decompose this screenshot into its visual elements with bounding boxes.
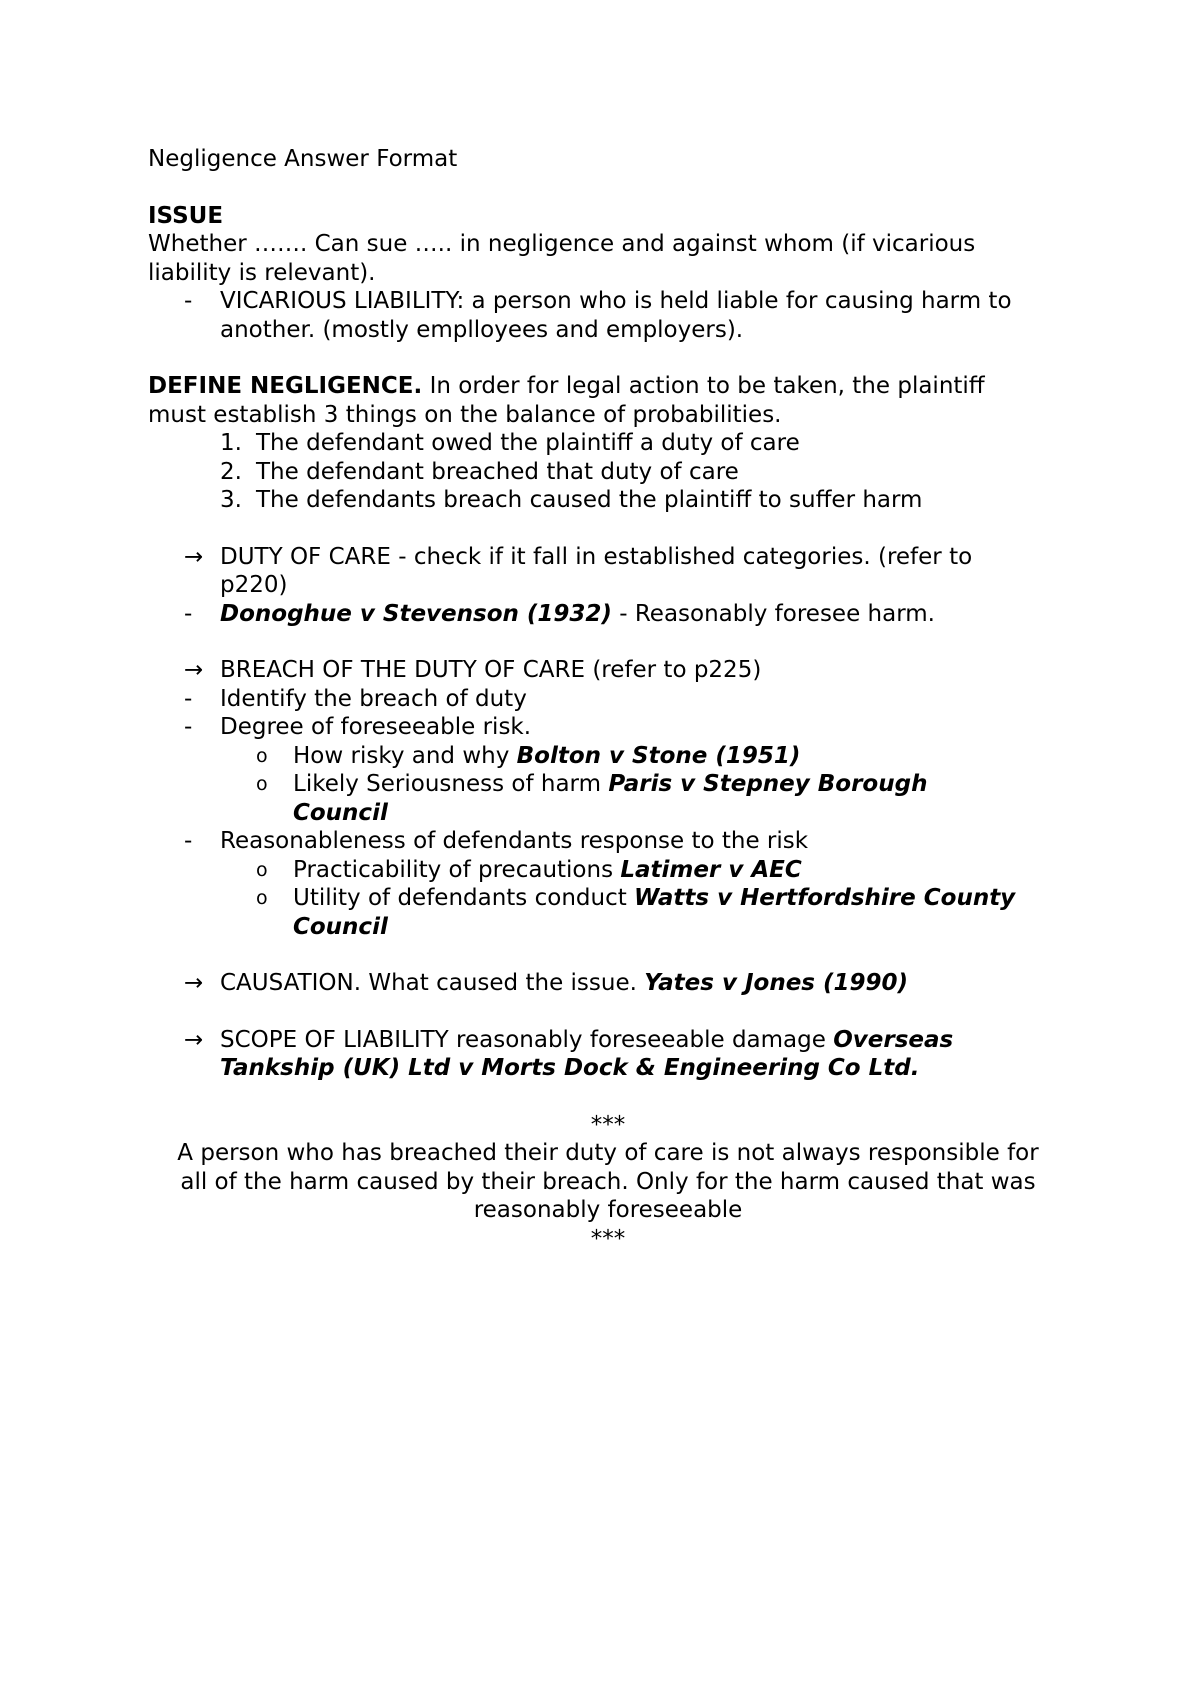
breach-heading: BREACH OF THE DUTY OF CARE (refer to p225) — [220, 657, 762, 683]
duty-heading-1: DUTY OF CARE - check if it fall in established categories. (refer to — [220, 543, 973, 570]
spacer — [148, 1083, 1068, 1111]
define-heading: DEFINE NEGLIGENCE. — [148, 373, 423, 399]
practicability-text: Practicability of precautions — [293, 856, 621, 883]
spacer — [148, 515, 1068, 543]
vicarious-line-1: VICARIOUS LIABILITY: a person who is held liable for causing harm to — [220, 288, 1012, 314]
reasonableness-text: Reasonableness of defendants response to the risk — [220, 828, 809, 854]
dash-bullet: - — [184, 288, 193, 314]
define-text-1: In order for legal action to be taken, the plaintiff — [422, 373, 985, 399]
arrow-icon: → — [184, 543, 204, 570]
note-line-2: all of the harm caused by their breach. Only for the harm caused that was — [180, 1168, 1036, 1195]
causation-item — [148, 969, 1068, 998]
note-line-1: A person who has breached their duty of care is not always responsible for — [177, 1140, 1039, 1166]
arrow-icon: → — [184, 970, 204, 996]
case-citation-cont: Council — [293, 913, 388, 940]
define-line-1 — [148, 372, 1068, 401]
causation-text: CAUSATION. What caused the issue. — [220, 970, 645, 996]
spacer — [148, 174, 1068, 202]
document-page — [148, 145, 1068, 1253]
risky-line — [293, 742, 1068, 771]
breach-item — [148, 656, 1068, 685]
duty-heading-2: p220) — [220, 572, 288, 598]
seriousness-line — [293, 770, 1068, 799]
case-citation: Latimer v AEC — [620, 856, 802, 883]
breach-degree-item — [148, 713, 1068, 742]
utility-item — [148, 884, 1068, 941]
case-citation: Paris v Stepney Borough — [608, 771, 928, 797]
list-item — [148, 429, 1068, 458]
risky-text: How risky and why — [293, 742, 517, 769]
circle-bullet: o — [256, 887, 268, 909]
utility-text: Utility of defendants conduct — [293, 885, 635, 911]
circle-bullet: o — [256, 744, 268, 767]
scope-item — [148, 1026, 1068, 1083]
vicarious-line-2: another. (mostly emplloyees and employers). — [220, 316, 744, 343]
practicability-line — [293, 856, 1068, 885]
case-citation: Bolton v Stone (1951) — [516, 742, 801, 769]
duty-case-tail: - Reasonably foresee harm. — [611, 600, 935, 627]
breach-identify: Identify the breach of duty — [220, 685, 527, 712]
document-title: Negligence Answer Format — [148, 146, 458, 172]
duty-of-care-item — [148, 543, 1068, 600]
dash-bullet: - — [184, 685, 193, 712]
list-item-text: The defendant owed the plaintiff a duty of care — [256, 430, 800, 456]
scope-text: SCOPE OF LIABILITY reasonably foreseeable damage — [220, 1026, 834, 1053]
stars-divider-end: *** — [590, 1225, 626, 1252]
define-line-2: must establish 3 things on the balance of probabilities. — [148, 401, 782, 428]
vicarious-liability-item — [148, 287, 1068, 344]
case-citation-cont: Council — [293, 799, 388, 826]
breach-identify-item — [148, 685, 1068, 714]
dash-bullet: - — [184, 600, 193, 627]
dash-bullet: - — [184, 828, 193, 854]
spacer — [148, 998, 1068, 1026]
list-item-text: The defendant breached that duty of care — [256, 458, 739, 485]
scope-line — [220, 1026, 1068, 1055]
reasonableness-item — [148, 827, 1068, 856]
arrow-icon: → — [184, 657, 204, 683]
case-citation: Yates v Jones (1990) — [644, 970, 909, 996]
risky-item — [148, 742, 1068, 771]
arrow-icon: → — [184, 1026, 204, 1053]
case-citation: Overseas — [833, 1026, 954, 1053]
issue-line-2: liability is relevant). — [148, 259, 376, 286]
list-item-text: The defendants breach caused the plaintiff to suffer harm — [256, 487, 923, 513]
note-line-3: reasonably foreseeable — [473, 1197, 743, 1223]
circle-bullet: o — [256, 773, 268, 795]
issue-heading: ISSUE — [148, 202, 224, 229]
spacer — [148, 628, 1068, 656]
case-citation-cont: Tankship (UK) Ltd v Morts Dock & Engineering Co Ltd. — [220, 1055, 920, 1081]
utility-line — [293, 884, 1068, 913]
list-number: 2. — [220, 458, 242, 485]
spacer — [148, 941, 1068, 969]
case-citation: Donoghue v Stevenson (1932) — [220, 600, 612, 627]
seriousness-text: Likely Seriousness of harm — [293, 771, 609, 797]
breach-degree: Degree of foreseeable risk. — [220, 714, 532, 740]
dash-bullet: - — [184, 714, 193, 740]
duty-case-line — [220, 600, 1068, 629]
seriousness-item — [148, 770, 1068, 827]
spacer — [148, 344, 1068, 372]
duty-case-item — [148, 600, 1068, 629]
case-citation: Watts v Hertfordshire County — [634, 885, 1016, 911]
list-item — [148, 486, 1068, 515]
stars-divider: *** — [590, 1111, 626, 1138]
list-number: 3. — [220, 487, 242, 513]
list-number: 1. — [220, 430, 242, 456]
issue-line-1: Whether ……. Can sue ….. in negligence and against whom (if vicarious — [148, 231, 976, 257]
causation-line — [220, 969, 1068, 998]
practicability-item — [148, 856, 1068, 885]
list-item — [148, 458, 1068, 487]
circle-bullet: o — [256, 858, 268, 881]
